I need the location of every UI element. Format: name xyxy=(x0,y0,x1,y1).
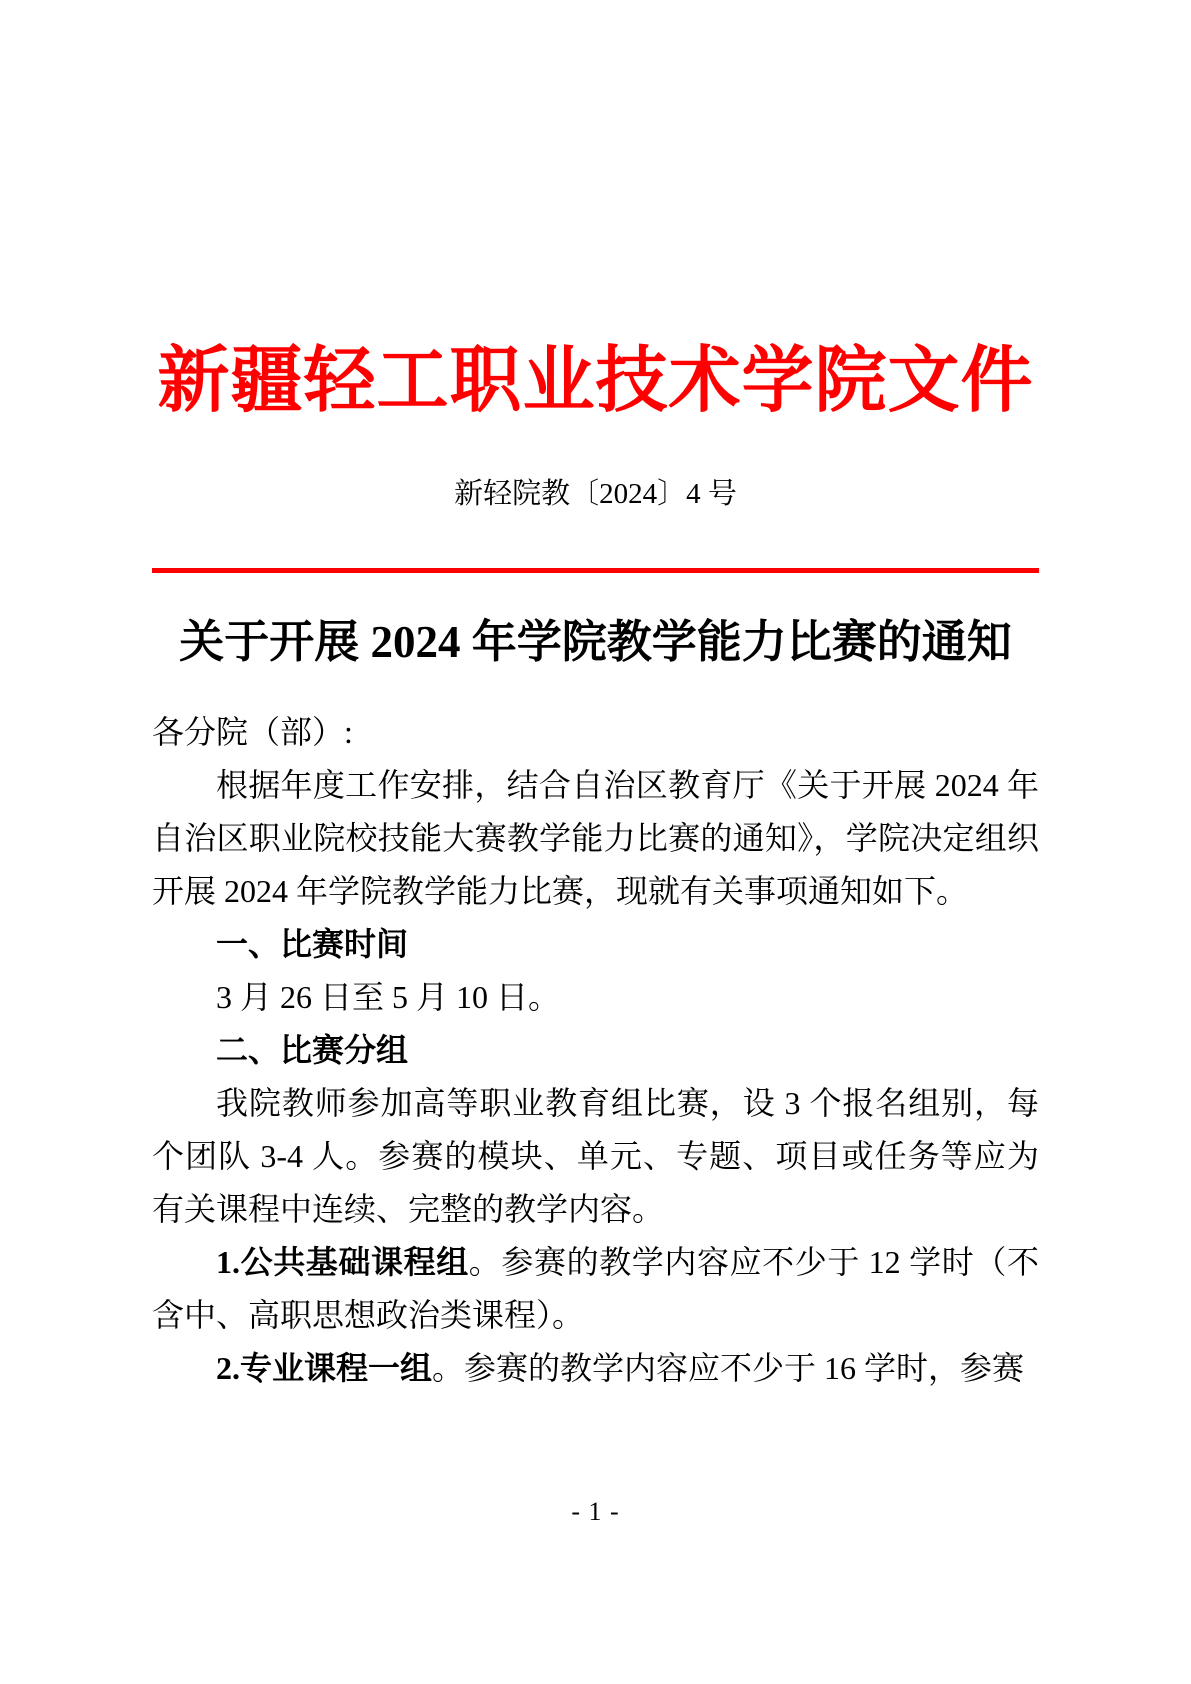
paragraph-bold-lead: 2.专业课程一组 xyxy=(216,1350,433,1387)
paragraph-bold-lead: 1.公共基础课程组 xyxy=(216,1244,469,1281)
paragraph-text: 。参赛的教学内容应不少于 16 学时，参赛 xyxy=(432,1350,1025,1387)
body-paragraph: 3 月 26 日至 5 月 10 日。 xyxy=(216,979,561,1016)
body-paragraph: 我院教师参加高等职业教育组比赛，设 3 个报名组别，每个团队 3-4 人。参赛的模块、单元、专题、项目或任务等应为有关课程中连续、完整的教学内容。 xyxy=(152,1085,1039,1228)
document-body xyxy=(152,706,1039,1395)
document-number: 新轻院教〔2024〕4 号 xyxy=(454,478,737,510)
section-heading-1: 一、比赛时间 xyxy=(216,926,409,963)
section-heading-2: 二、比赛分组 xyxy=(216,1032,409,1069)
body-paragraph: 根据年度工作安排，结合自治区教育厅《关于开展 2024 年自治区职业院校技能大赛教学能力比赛的通知》，学院决定组织开展 2024 年学院教学能力比赛，现就有关事项通知如下。 xyxy=(152,767,1039,910)
letterhead-org-title: 新疆轻工职业技术学院文件 xyxy=(157,341,1034,421)
letterhead-divider xyxy=(152,568,1039,573)
paragraph-text: 。参赛的教学内容应不少于 12 学时（不含中、高职思想政治类课程）。 xyxy=(152,1244,1039,1334)
document-title: 关于开展 2024 年学院教学能力比赛的通知 xyxy=(179,616,1012,667)
body-paragraph xyxy=(152,1342,1039,1395)
page-number: - 1 - xyxy=(571,1497,620,1526)
salutation: 各分院（部）: xyxy=(152,714,353,751)
body-paragraph xyxy=(152,1236,1039,1342)
